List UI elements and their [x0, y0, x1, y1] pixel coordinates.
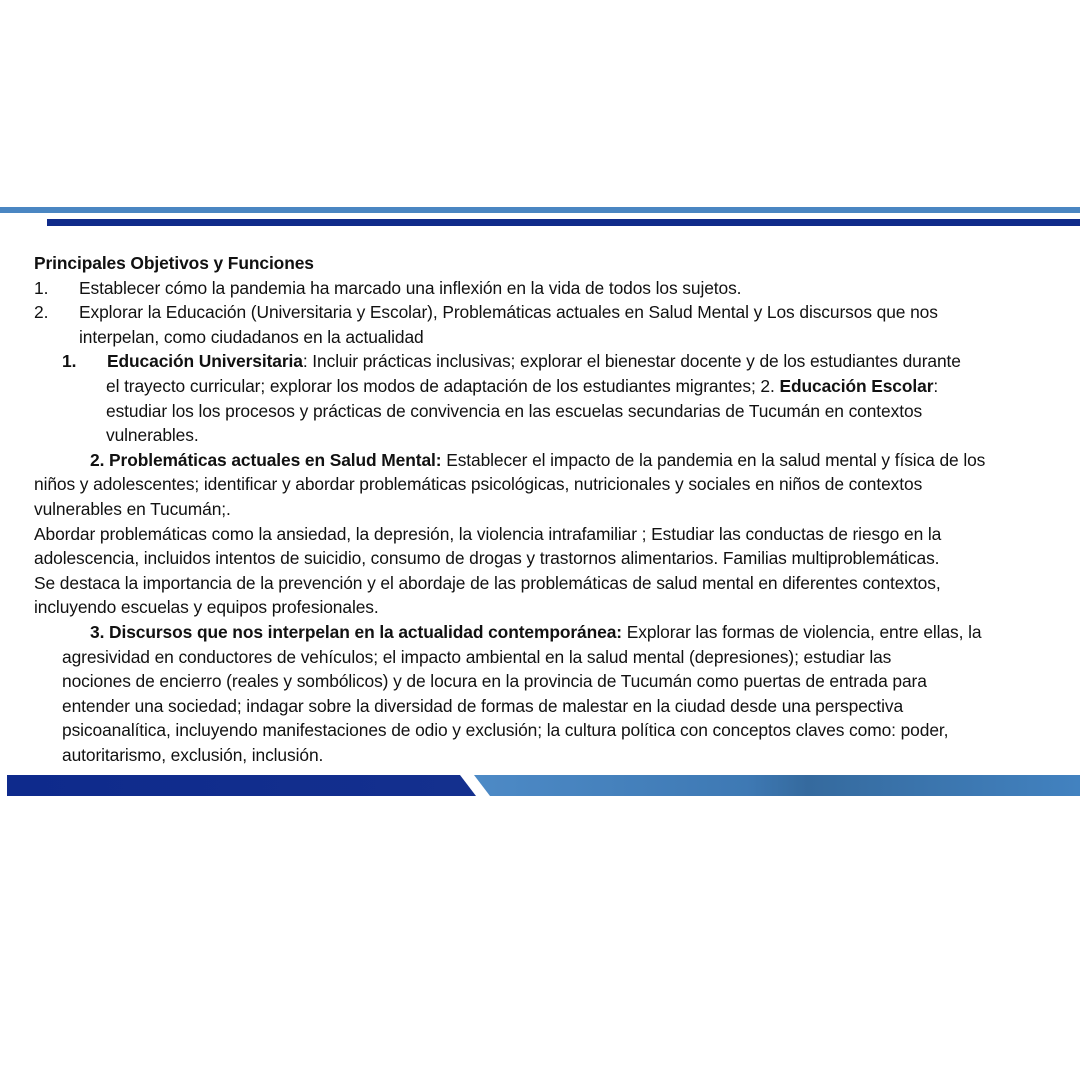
- section-1-label: Educación Universitaria: [107, 351, 303, 372]
- section-2-line-3: vulnerables en Tucumán;.: [34, 498, 231, 519]
- section-2-line-5: adolescencia, incluidos intentos de suicidio, consumo de drogas y trastornos alimentarios. Familias multiproblemáticas.: [34, 548, 940, 569]
- bottom-band-graphic: [0, 775, 1080, 796]
- section-1-text: el trayecto curricular; explorar los modos de adaptación de los estudiantes migrantes; 2.: [106, 375, 780, 396]
- section-2-line-7: incluyendo escuelas y equipos profesionales.: [34, 597, 379, 618]
- slide-content: [34, 251, 1054, 767]
- objective-text: Establecer cómo la pandemia ha marcado una inflexión en la vida de todos los sujetos.: [79, 277, 742, 298]
- section-3-line-3: nociones de encierro (reales y sombólicos) y de locura en la provincia de Tucumán como puertas de entrada para: [62, 671, 927, 692]
- section-3-label: 3. Discursos que nos interpelan en la actualidad contemporánea:: [90, 621, 622, 642]
- section-3-text: Explorar las formas de violencia, entre ellas, la: [622, 621, 982, 642]
- top-accent-bar-dark: [47, 219, 1080, 226]
- slide-title: Principales Objetivos y Funciones: [34, 253, 314, 273]
- section-1-text: : Incluir prácticas inclusivas; explorar el bienestar docente y de los estudiantes durante: [302, 351, 961, 372]
- bottom-band-light-segment: [474, 775, 1080, 796]
- bottom-accent-band: [0, 775, 1080, 796]
- section-3-line-2: agresividad en conductores de vehículos; el impacto ambiental en la salud mental (depresiones); estudiar las: [62, 646, 892, 667]
- section-3-line-1: [34, 620, 1054, 645]
- section-2-line-4: Abordar problemáticas como la ansiedad, la depresión, la violencia intrafamiliar ; Estudiar las conductas de riesgo en la: [34, 523, 942, 544]
- objective-number: 1.: [34, 277, 49, 298]
- bottom-band-dark-segment: [7, 775, 476, 796]
- section-1-line-1: [34, 349, 1054, 374]
- section-1-number: 1.: [62, 351, 77, 372]
- objective-1: [34, 276, 1054, 301]
- section-1-line-2: [34, 374, 1054, 399]
- section-2-text: Establecer el impacto de la pandemia en la salud mental y física de los: [441, 449, 986, 470]
- objective-2-continued: interpelan, como ciudadanos en la actualidad: [79, 326, 424, 347]
- section-3-line-4: entender una sociedad; indagar sobre la diversidad de formas de malestar en la ciudad desde una perspectiva: [62, 695, 904, 716]
- section-2-line-6: Se destaca la importancia de la prevención y el abordaje de las problemáticas de salud mental en diferentes contextos,: [34, 572, 941, 593]
- top-accent-bar-light: [0, 207, 1080, 213]
- section-1-text: :: [933, 375, 939, 396]
- section-2-line-2: niños y adolescentes; identificar y abordar problemáticas psicológicas, nutricionales y sociales en niños de contextos: [34, 474, 923, 495]
- section-1-line-4: vulnerables.: [106, 425, 199, 446]
- section-2-line-1: [34, 448, 1054, 473]
- objective-number: 2.: [34, 302, 49, 323]
- objective-text: Explorar la Educación (Universitaria y Escolar), Problemáticas actuales en Salud Mental y Los discursos que nos: [79, 302, 938, 323]
- objective-2: [34, 300, 1054, 325]
- section-1-label-2: Educación Escolar: [779, 375, 934, 396]
- section-3-line-6: autoritarismo, exclusión, inclusión.: [62, 744, 324, 765]
- section-1-line-3: estudiar los los procesos y prácticas de convivencia en las escuelas secundarias de Tucumán en contextos: [106, 400, 923, 421]
- section-2-label: 2. Problemáticas actuales en Salud Mental:: [90, 449, 442, 470]
- section-3-line-5: psicoanalítica, incluyendo manifestaciones de odio y exclusión; la cultura política con conceptos claves como: poder,: [62, 720, 949, 741]
